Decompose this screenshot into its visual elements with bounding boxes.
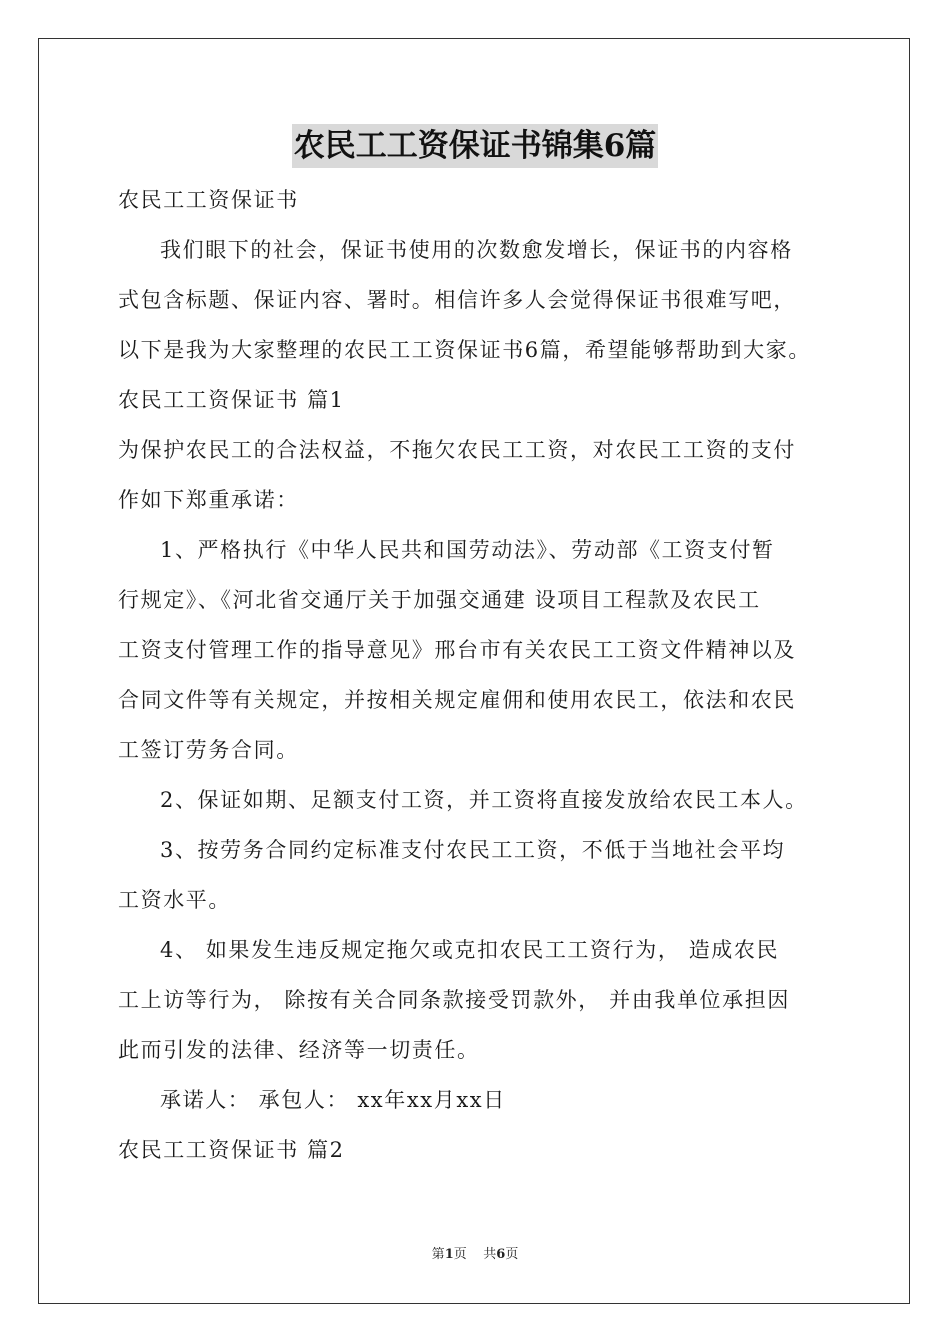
clause-4-line-3: 此而引发的法律、经济等一切责任。 [118,1038,480,1062]
document-title: 农民工工资保证书锦集6篇 [292,124,659,168]
intro-line-3: 以下是我为大家整理的农民工工资保证书6篇，希望能够帮助到大家。 [118,338,811,362]
paragraph-line: 为保护农民工的合法权益，不拖欠农民工工资，对农民工工资的支付 [118,438,796,462]
clause-1-line-2: 行规定》、《河北省交通厅关于加强交通建 设项目工程款及农民工 [118,588,761,612]
footer-mid: 页 共 [453,1247,497,1262]
clause-3-line-1: 3、按劳务合同约定标准支付农民工工资，不低于当地社会平均 [160,838,786,862]
subtitle-line: 农民工工资保证书 [118,188,299,212]
footer-total-pages: 6 [496,1247,506,1262]
footer-suffix: 页 [505,1247,519,1262]
clause-4-line-2: 工上访等行为， 除按有关合同条款接受罚款外， 并由我单位承担因 [118,988,790,1012]
intro-line-2: 式包含标题、保证内容、署时。相信许多人会觉得保证书很难写吧， [118,288,796,312]
clause-1-line-3: 工资支付管理工作的指导意见》邢台市有关农民工工资文件精神以及 [118,638,796,662]
paragraph-line: 作如下郑重承诺： [118,488,299,512]
clause-2-line-1: 2、保证如期、足额支付工资，并工资将直接发放给农民工本人。 [160,788,808,812]
signature-line: 承诺人： 承包人： xx年xx月xx日 [160,1088,506,1112]
clause-1-line-5: 工签订劳务合同。 [118,738,299,762]
footer-current-page: 1 [444,1247,454,1262]
title-wrap [0,124,950,168]
section-heading-1: 农民工工资保证书 篇1 [118,388,345,412]
page-footer [0,1246,950,1264]
clause-3-line-2: 工资水平。 [118,888,231,912]
intro-line-1: 我们眼下的社会，保证书使用的次数愈发增长，保证书的内容格 [160,238,793,262]
page-border [38,38,910,1304]
clause-4-line-1: 4、 如果发生违反规定拖欠或克扣农民工工资行为， 造成农民 [160,938,780,962]
clause-1-line-1: 1、严格执行《中华人民共和国劳动法》、劳动部《工资支付暂 [160,538,775,562]
footer-prefix: 第 [431,1247,445,1262]
section-heading-2: 农民工工资保证书 篇2 [118,1138,345,1162]
clause-1-line-4: 合同文件等有关规定，并按相关规定雇佣和使用农民工，依法和农民 [118,688,796,712]
